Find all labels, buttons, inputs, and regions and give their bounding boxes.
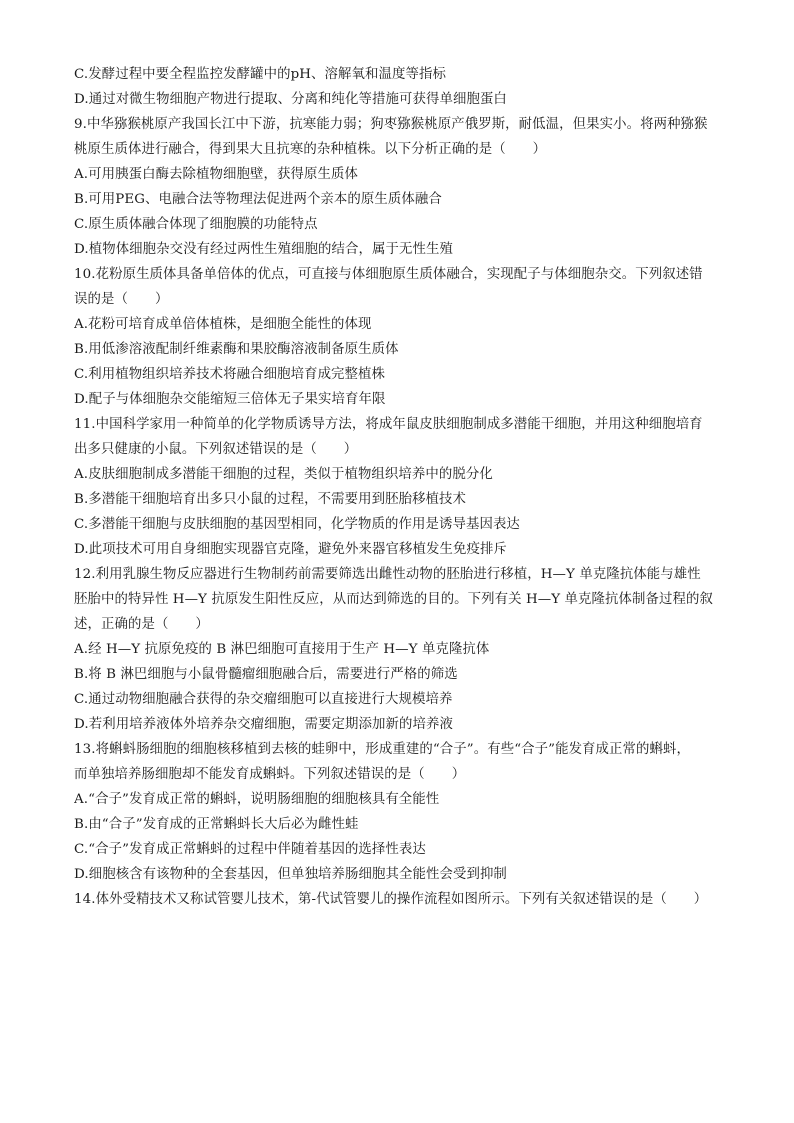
question-10-option-b: B.用低渗溶液配制纤维素酶和果胶酶溶液制备原生质体: [74, 342, 399, 357]
question-9-option-c: C.原生质体融合体现了细胞膜的功能特点: [74, 217, 318, 232]
question-10-option-a: A.花粉可培育成单倍体植株，是细胞全能性的体现: [74, 317, 372, 332]
question-12-stem-cont: 胚胎中的特异性 H—Y 抗原发生阳性反应，从而达到筛选的目的。下列有关 H—Y 单克隆抗体制备过程的叙: [74, 592, 713, 607]
question-11-option-c: C.多潜能干细胞与皮肤细胞的基因型相同，化学物质的作用是诱导基因表达: [74, 517, 520, 532]
question-12-option-a: A.经 H—Y 抗原免疫的 B 淋巴细胞可直接用于生产 H—Y 单克隆抗体: [74, 642, 490, 657]
question-11-option-b: B.多潜能干细胞培育出多只小鼠的过程，不需要用到胚胎移植技术: [74, 492, 467, 507]
option-line: D.通过对微生物细胞产物进行提取、分离和纯化等措施可获得单细胞蛋白: [74, 92, 507, 107]
question-12-option-d: D.若利用培养液体外培养杂交瘤细胞，需要定期添加新的培养液: [74, 717, 453, 732]
document-body: [74, 62, 738, 912]
question-9-stem-cont: 桃原生质体进行融合，得到果大且抗寒的杂种植株。以下分析正确的是（ ）: [74, 142, 547, 157]
option-line: C.发酵过程中要全程监控发酵罐中的pH、溶解氧和温度等指标: [74, 67, 446, 82]
question-11-stem: 11.中国科学家用一种简单的化学物质诱导方法，将成年鼠皮肤细胞制成多潜能干细胞，并用这种细胞培育: [74, 417, 703, 432]
question-11-option-d: D.此项技术可用自身细胞实现器官克隆，避免外来器官移植发生免疫排斥: [74, 542, 507, 557]
question-10-stem-cont: 误的是（ ）: [74, 292, 169, 307]
question-12-option-c: C.通过动物细胞融合获得的杂交瘤细胞可以直接进行大规模培养: [74, 692, 453, 707]
question-9-option-d: D.植物体细胞杂交没有经过两性生殖细胞的结合，属于无性生殖: [74, 242, 453, 257]
question-12-option-b: B.将 B 淋巴细胞与小鼠骨髓瘤细胞融合后，需要进行严格的筛选: [74, 667, 458, 682]
question-13-option-b: B.由“合子”发育成的正常蝌蚪长大后必为雌性蛙: [74, 817, 359, 832]
question-11-option-a: A.皮肤细胞制成多潜能干细胞的过程，类似于植物组织培养中的脱分化: [74, 467, 493, 482]
question-12-stem: 12.利用乳腺生物反应器进行生物制药前需要筛选出雌性动物的胚胎进行移植，H—Y 单克隆抗体能与雄性: [74, 567, 701, 582]
question-14-stem: 14.体外受精技术又称试管婴儿技术，第-代试管婴儿的操作流程如图所示。下列有关叙述错误的是（ ）: [74, 892, 708, 907]
question-9-option-a: A.可用胰蛋白酶去除植物细胞壁，获得原生质体: [74, 167, 358, 182]
question-13-option-d: D.细胞核含有该物种的全套基因，但单独培养肠细胞其全能性会受到抑制: [74, 867, 507, 882]
question-13-option-c: C.“合子”发育成正常蝌蚪的过程中伴随着基因的选择性表达: [74, 842, 426, 857]
question-10-option-d: D.配子与体细胞杂交能缩短三倍体无子果实培育年限: [74, 392, 386, 407]
question-13-option-a: A.“合子”发育成正常的蝌蚪，说明肠细胞的细胞核具有全能性: [74, 792, 440, 807]
question-9-option-b: B.可用PEG、电融合法等物理法促进两个亲本的原生质体融合: [74, 192, 442, 207]
question-12-stem-cont: 述，正确的是（ ）: [74, 617, 209, 632]
question-10-option-c: C.利用植物组织培养技术将融合细胞培育成完整植株: [74, 367, 386, 382]
question-10-stem: 10.花粉原生质体具备单倍体的优点，可直接与体细胞原生质体融合，实现配子与体细胞杂交。下列叙述错: [74, 267, 703, 282]
question-13-stem: 13.将蝌蚪肠细胞的细胞核移植到去核的蛙卵中，形成重建的“合子”。有些“合子”能发育成正常的蝌蚪，: [74, 742, 690, 757]
question-13-stem-cont: 而单独培养肠细胞却不能发育成蝌蚪。下列叙述错误的是（ ）: [74, 767, 466, 782]
question-9-stem: 9.中华猕猴桃原产我国长江中下游，抗寒能力弱；狗枣猕猴桃原产俄罗斯，耐低温，但果实小。将两种猕猴: [74, 117, 708, 132]
question-11-stem-cont: 出多只健康的小鼠。下列叙述错误的是（ ）: [74, 442, 358, 457]
